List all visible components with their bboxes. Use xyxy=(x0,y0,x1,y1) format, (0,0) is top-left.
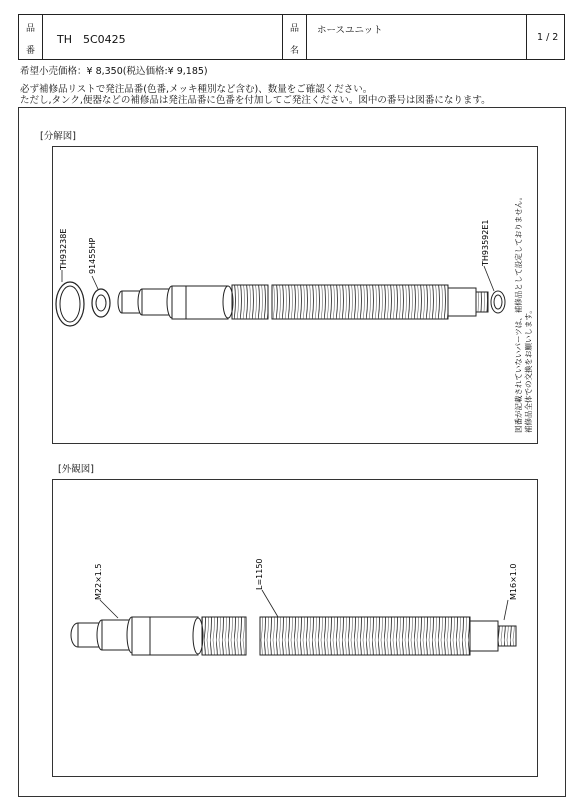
side-note-line-1: 図番が記載されていないパーツは、補修品として設定しておりません。 xyxy=(514,192,523,433)
label-th93592e1: TH93592E1 xyxy=(481,219,490,266)
label-m16: M16×1.0 xyxy=(509,563,518,600)
label-m22: M22×1.5 xyxy=(94,563,103,600)
product-name: ホースユニット xyxy=(317,25,383,36)
price-line: 希望小売価格：¥ 8,350(税込価格:¥ 9,185) xyxy=(20,66,208,77)
hose-corrugated-exploded xyxy=(232,285,448,319)
page-number: 1 / 2 xyxy=(537,32,559,43)
side-note-line-2: 補修品全体での交換をお願いします。 xyxy=(524,306,533,433)
note-line-1: 必ず補修品リストで発注品番(色番,メッキ種別など含む)、数量をご確認ください。 xyxy=(20,84,373,95)
washer-part xyxy=(92,289,110,317)
label-hin2: 品 xyxy=(290,24,300,34)
exploded-title: [分解図] xyxy=(40,131,76,142)
hose-end-fitting-exploded xyxy=(448,288,488,316)
label-th93238e: TH93238E xyxy=(59,228,68,270)
connector-nut-part xyxy=(118,286,233,319)
exterior-view-frame xyxy=(52,479,538,777)
end-washer-part xyxy=(491,291,505,313)
o-ring-part xyxy=(56,282,84,326)
part-number: TH 5C0425 xyxy=(57,33,126,46)
label-hin: 品 xyxy=(26,24,36,34)
label-mei: 名 xyxy=(290,46,300,56)
note-line-2: ただし,タンク,便器などの補修品は発注品番に色番を付加してご発注ください。図中の番号は図番になります。 xyxy=(20,95,491,106)
exterior-title: [外観図] xyxy=(58,464,94,475)
label-l1150: L=1150 xyxy=(255,558,264,590)
label-ban: 番 xyxy=(26,46,36,56)
label-91455hp: 91455HP xyxy=(88,237,97,274)
